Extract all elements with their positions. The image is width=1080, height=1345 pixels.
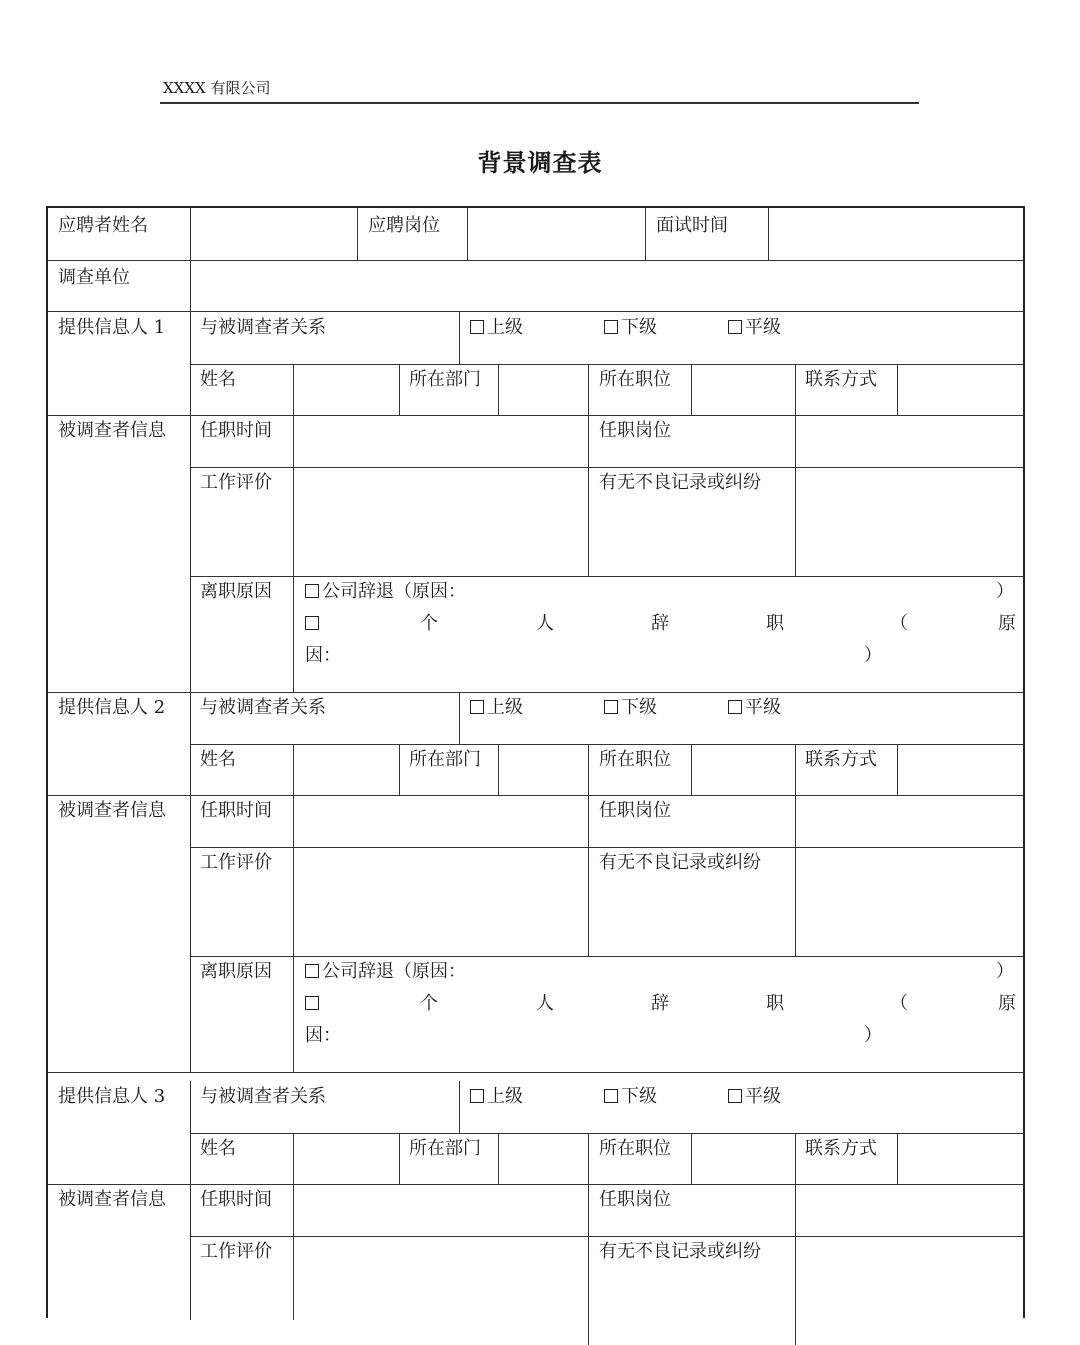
provider-name-label: 姓名: [200, 1138, 236, 1159]
contact-label: 联系方式: [805, 1138, 877, 1159]
evaluation-field[interactable]: [294, 1237, 588, 1345]
divider: [498, 744, 499, 795]
relation-subordinate-checkbox-label: 下级: [621, 317, 657, 338]
relation-superior-checkbox[interactable]: [470, 697, 523, 719]
resign-reason-text: （: [890, 993, 908, 1014]
contact-field[interactable]: [898, 1134, 1022, 1184]
resign-reason-text: 职: [766, 993, 784, 1014]
header-divider: [160, 102, 919, 104]
divider: [190, 1081, 191, 1320]
relation-subordinate-checkbox-label: 下级: [621, 697, 657, 718]
applicant-name-label: 应聘者姓名: [58, 215, 148, 236]
page-title: 背景调查表: [477, 149, 603, 177]
job-post-field[interactable]: [796, 416, 1022, 466]
checkbox-icon[interactable]: [604, 320, 618, 334]
divider: [399, 1133, 400, 1184]
checkbox-icon[interactable]: [305, 584, 319, 598]
divider: [588, 795, 589, 956]
divider: [190, 576, 1023, 577]
survey-unit-field[interactable]: [192, 262, 1022, 310]
provider-name-label: 姓名: [200, 749, 236, 770]
subject-info-label: 被调查者信息: [58, 420, 166, 441]
company-name: XXXX 有限公司: [163, 79, 271, 97]
checkbox-icon[interactable]: [470, 1089, 484, 1103]
relation-peer-checkbox-label: 平级: [745, 697, 781, 718]
close-paren: ）: [864, 645, 882, 666]
provider-name-field[interactable]: [294, 1134, 398, 1184]
divider: [293, 1184, 294, 1320]
relation-label: 与被调查者关系: [200, 697, 326, 718]
divider: [498, 364, 499, 415]
resign-checkbox[interactable]: [305, 613, 322, 635]
relation-superior-checkbox[interactable]: [470, 317, 523, 339]
resign-reason-text: 个: [420, 613, 438, 634]
dismissed-checkbox[interactable]: [305, 961, 466, 983]
job-post-label: 任职岗位: [599, 800, 671, 821]
divider: [588, 415, 589, 576]
resign-reason-tail: 因：: [305, 1025, 341, 1046]
divider: [588, 364, 589, 415]
divider: [691, 744, 692, 795]
department-field[interactable]: [499, 365, 587, 415]
divider: [795, 1184, 796, 1345]
divider: [48, 260, 1023, 261]
dismissed-checkbox[interactable]: [305, 581, 466, 603]
position-label: 所在职位: [599, 749, 671, 770]
divider: [645, 208, 646, 260]
provider-name-field[interactable]: [294, 365, 398, 415]
relation-superior-checkbox-label: 上级: [487, 697, 523, 718]
background-check-form: [46, 206, 1025, 1318]
contact-field[interactable]: [898, 745, 1022, 795]
divider: [399, 364, 400, 415]
divider: [357, 208, 358, 260]
bad-record-field[interactable]: [796, 468, 1022, 576]
dismissed-checkbox-label: 公司辞退（原因：: [322, 961, 466, 982]
position-field[interactable]: [692, 745, 794, 795]
tenure-label: 任职时间: [200, 420, 272, 441]
provider-label-3: 提供信息人 3: [58, 1086, 166, 1107]
bad-record-label: 有无不良记录或纠纷: [599, 1241, 761, 1262]
divider: [795, 1133, 796, 1184]
checkbox-icon[interactable]: [470, 700, 484, 714]
divider: [190, 692, 191, 1072]
checkbox-icon[interactable]: [604, 700, 618, 714]
provider-label-1: 提供信息人 1: [58, 317, 166, 338]
close-paren: ）: [996, 961, 1014, 982]
department-label: 所在部门: [409, 1138, 481, 1159]
relation-label: 与被调查者关系: [200, 1086, 326, 1107]
divider: [48, 1072, 1023, 1073]
interview-time-label: 面试时间: [656, 215, 728, 236]
bad-record-label: 有无不良记录或纠纷: [599, 472, 761, 493]
leave-reason-label: 离职原因: [200, 961, 272, 982]
tenure-field[interactable]: [294, 1185, 588, 1235]
relation-peer-checkbox-label: 平级: [745, 1086, 781, 1107]
contact-field[interactable]: [898, 365, 1022, 415]
resign-reason-text: （: [890, 613, 908, 634]
checkbox-icon[interactable]: [305, 616, 319, 630]
divider: [588, 1184, 589, 1345]
checkbox-icon[interactable]: [728, 700, 742, 714]
provider-label-2: 提供信息人 2: [58, 697, 166, 718]
divider: [691, 1133, 692, 1184]
position-field[interactable]: [692, 1134, 794, 1184]
checkbox-icon[interactable]: [470, 320, 484, 334]
bad-record-field[interactable]: [796, 1237, 1022, 1345]
resign-reason-text: 辞: [651, 993, 669, 1014]
divider: [459, 1081, 460, 1133]
tenure-label: 任职时间: [200, 800, 272, 821]
relation-peer-checkbox[interactable]: [728, 1086, 781, 1108]
leave-reason-label: 离职原因: [200, 581, 272, 602]
divider: [795, 744, 796, 795]
applicant-name-field[interactable]: [192, 210, 358, 260]
resign-reason-tail: 因：: [305, 645, 341, 666]
contact-label: 联系方式: [805, 749, 877, 770]
tenure-field[interactable]: [294, 416, 588, 466]
checkbox-icon[interactable]: [305, 996, 319, 1010]
relation-subordinate-checkbox-label: 下级: [621, 1086, 657, 1107]
divider: [293, 795, 294, 1072]
relation-peer-checkbox-label: 平级: [745, 317, 781, 338]
divider: [498, 1133, 499, 1184]
divider: [399, 744, 400, 795]
relation-superior-checkbox-label: 上级: [487, 317, 523, 338]
provider-name-label: 姓名: [200, 369, 236, 390]
divider: [459, 312, 460, 364]
evaluation-label: 工作评价: [200, 472, 272, 493]
bad-record-field[interactable]: [796, 848, 1022, 956]
divider: [48, 311, 1023, 312]
checkbox-icon[interactable]: [305, 964, 319, 978]
position-field[interactable]: [692, 365, 794, 415]
resign-reason-text: 个: [420, 993, 438, 1014]
tenure-field[interactable]: [294, 796, 588, 846]
job-post-label: 任职岗位: [599, 1189, 671, 1210]
divider: [588, 744, 589, 795]
survey-unit-label: 调查单位: [58, 267, 130, 288]
department-label: 所在部门: [409, 749, 481, 770]
divider: [897, 364, 898, 415]
resign-checkbox[interactable]: [305, 993, 322, 1015]
divider: [897, 744, 898, 795]
checkbox-icon[interactable]: [728, 1089, 742, 1103]
bad-record-label: 有无不良记录或纠纷: [599, 852, 761, 873]
department-field[interactable]: [499, 745, 587, 795]
divider: [190, 312, 191, 692]
divider: [459, 692, 460, 744]
relation-peer-checkbox[interactable]: [728, 697, 781, 719]
divider: [588, 1133, 589, 1184]
resign-reason-text: 人: [536, 613, 554, 634]
evaluation-field[interactable]: [294, 468, 588, 576]
divider: [691, 364, 692, 415]
interview-time-field[interactable]: [770, 210, 1022, 260]
contact-label: 联系方式: [805, 369, 877, 390]
relation-subordinate-checkbox[interactable]: [604, 1086, 657, 1108]
evaluation-field[interactable]: [294, 848, 588, 956]
position-label: 所在职位: [599, 369, 671, 390]
department-field[interactable]: [499, 1134, 587, 1184]
resign-reason-text: 原: [998, 613, 1016, 634]
close-paren: ）: [864, 1025, 882, 1046]
divider: [293, 364, 294, 415]
applied-position-field[interactable]: [468, 210, 644, 260]
relation-peer-checkbox[interactable]: [728, 317, 781, 339]
subject-info-label: 被调查者信息: [58, 800, 166, 821]
divider: [48, 692, 1023, 693]
divider: [293, 1133, 294, 1184]
divider: [795, 415, 796, 576]
divider: [768, 208, 769, 260]
relation-subordinate-checkbox[interactable]: [604, 317, 657, 339]
position-label: 所在职位: [599, 1138, 671, 1159]
resign-reason-text: 原: [998, 993, 1016, 1014]
resign-reason-text: 人: [536, 993, 554, 1014]
divider: [293, 744, 294, 795]
job-post-field[interactable]: [796, 1185, 1022, 1235]
tenure-label: 任职时间: [200, 1189, 272, 1210]
relation-label: 与被调查者关系: [200, 317, 326, 338]
subject-info-label: 被调查者信息: [58, 1189, 166, 1210]
divider: [897, 1133, 898, 1184]
job-post-label: 任职岗位: [599, 420, 671, 441]
relation-superior-checkbox[interactable]: [470, 1086, 523, 1108]
divider: [795, 364, 796, 415]
divider: [467, 208, 468, 260]
divider: [190, 956, 1023, 957]
job-post-field[interactable]: [796, 796, 1022, 846]
relation-subordinate-checkbox[interactable]: [604, 697, 657, 719]
divider: [795, 795, 796, 956]
provider-name-field[interactable]: [294, 745, 398, 795]
resign-reason-text: 辞: [651, 613, 669, 634]
checkbox-icon[interactable]: [728, 320, 742, 334]
relation-superior-checkbox-label: 上级: [487, 1086, 523, 1107]
department-label: 所在部门: [409, 369, 481, 390]
checkbox-icon[interactable]: [604, 1089, 618, 1103]
close-paren: ）: [996, 581, 1014, 602]
dismissed-checkbox-label: 公司辞退（原因：: [322, 581, 466, 602]
applied-position-label: 应聘岗位: [368, 215, 440, 236]
evaluation-label: 工作评价: [200, 1241, 272, 1262]
resign-reason-text: 职: [766, 613, 784, 634]
evaluation-label: 工作评价: [200, 852, 272, 873]
divider: [293, 415, 294, 692]
